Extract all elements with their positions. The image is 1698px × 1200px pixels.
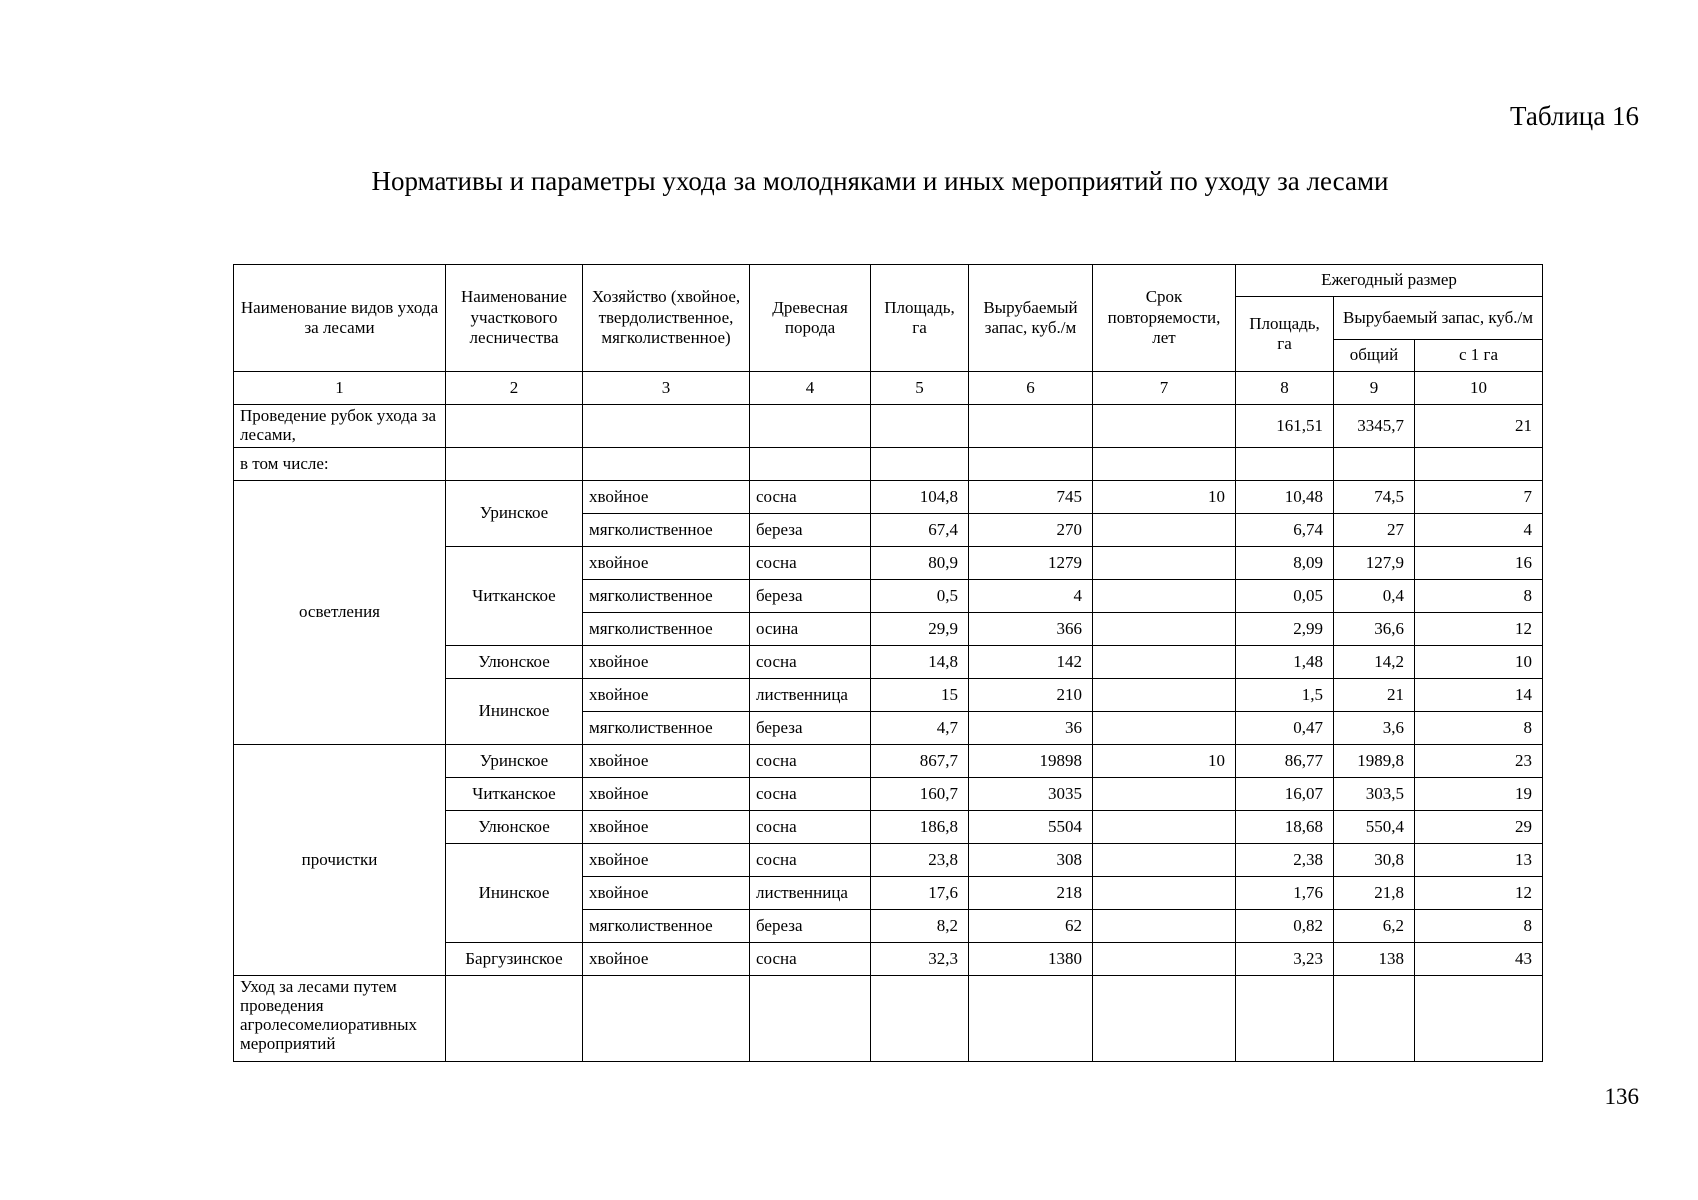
table-row: мягколиственное береза 8,2 62 0,82 6,2 8 (234, 910, 1543, 943)
table-label: Таблица 16 (1510, 101, 1639, 131)
column-number: 3 (583, 372, 750, 405)
summary-annual-total: 3345,7 (1334, 405, 1415, 448)
summary-annual-per-ha: 21 (1415, 405, 1543, 448)
agro-row-label: Уход за лесами путем проведения агролесомелиоративных мероприятий (234, 976, 446, 1062)
table-row: хвойное лиственница 17,6 218 1,76 21,8 12 (234, 877, 1543, 910)
header-annual-stock: Вырубаемый запас, куб./м (1334, 297, 1543, 340)
column-number: 4 (750, 372, 871, 405)
header-forestry: Наименование участкового лесничества (446, 265, 583, 372)
table-row: осветления Уринское хвойное сосна 104,8 745 10 10,48 74,5 7 (234, 481, 1543, 514)
table-row: Читканское хвойное сосна 80,9 1279 8,09 127,9 16 (234, 547, 1543, 580)
table-row: Баргузинское хвойное сосна 32,3 1380 3,23 138 43 (234, 943, 1543, 976)
header-stock: Вырубаемый запас, куб./м (969, 265, 1093, 372)
table-row: Ининское хвойное лиственница 15 210 1,5 21 14 (234, 679, 1543, 712)
table-row: Улюнское хвойное сосна 14,8 142 1,48 14,2 10 (234, 646, 1543, 679)
column-number: 2 (446, 372, 583, 405)
forestry-label: Читканское (446, 547, 583, 646)
column-number: 7 (1093, 372, 1236, 405)
summary-label: Проведение рубок ухода за лесами, (234, 405, 446, 448)
header-species: Древесная порода (750, 265, 871, 372)
header-care-type: Наименование видов ухода за лесами (234, 265, 446, 372)
header-area: Площадь, га (871, 265, 969, 372)
table-row: мягколиственное осина 29,9 366 2,99 36,6 12 (234, 613, 1543, 646)
column-number: 10 (1415, 372, 1543, 405)
group-label: осветления (234, 481, 446, 745)
table-row: прочистки Уринское хвойное сосна 867,7 19898 10 86,77 1989,8 23 (234, 745, 1543, 778)
forestry-label: Уринское (446, 481, 583, 547)
column-number: 6 (969, 372, 1093, 405)
forestry-label: Улюнское (446, 646, 583, 679)
forestry-label: Ининское (446, 844, 583, 943)
table-row: мягколиственное береза 4,7 36 0,47 3,6 8 (234, 712, 1543, 745)
table-row: Читканское хвойное сосна 160,7 3035 16,07 303,5 19 (234, 778, 1543, 811)
table-row: Ининское хвойное сосна 23,8 308 2,38 30,8 13 (234, 844, 1543, 877)
column-number: 9 (1334, 372, 1415, 405)
column-number: 5 (871, 372, 969, 405)
page-number: 136 (1604, 1084, 1639, 1109)
header-period: Срок повторяемости, лет (1093, 265, 1236, 372)
table-row: Улюнское хвойное сосна 186,8 5504 18,68 550,4 29 (234, 811, 1543, 844)
table-row: мягколиственное береза 67,4 270 6,74 27 4 (234, 514, 1543, 547)
forestry-label: Улюнское (446, 811, 583, 844)
header-annual-area: Площадь, га (1236, 297, 1334, 372)
header-annual-per-ha: с 1 га (1415, 340, 1543, 372)
page-title: Нормативы и параметры ухода за молодняками и иных мероприятий по уходу за лесами (371, 166, 1389, 196)
forestry-label: Уринское (446, 745, 583, 778)
forestry-label: Читканское (446, 778, 583, 811)
group-label: прочистки (234, 745, 446, 976)
header-farm: Хозяйство (хвойное, твердолиственное, мягколиственное) (583, 265, 750, 372)
forestry-label: Баргузинское (446, 943, 583, 976)
header-annual: Ежегодный размер (1236, 265, 1543, 297)
table-row: мягколиственное береза 0,5 4 0,05 0,4 8 (234, 580, 1543, 613)
column-number: 1 (234, 372, 446, 405)
summary-annual-area: 161,51 (1236, 405, 1334, 448)
column-number: 8 (1236, 372, 1334, 405)
forest-care-table (233, 264, 1543, 1062)
including-label: в том числе: (234, 448, 446, 481)
forestry-label: Ининское (446, 679, 583, 745)
header-annual-total: общий (1334, 340, 1415, 372)
